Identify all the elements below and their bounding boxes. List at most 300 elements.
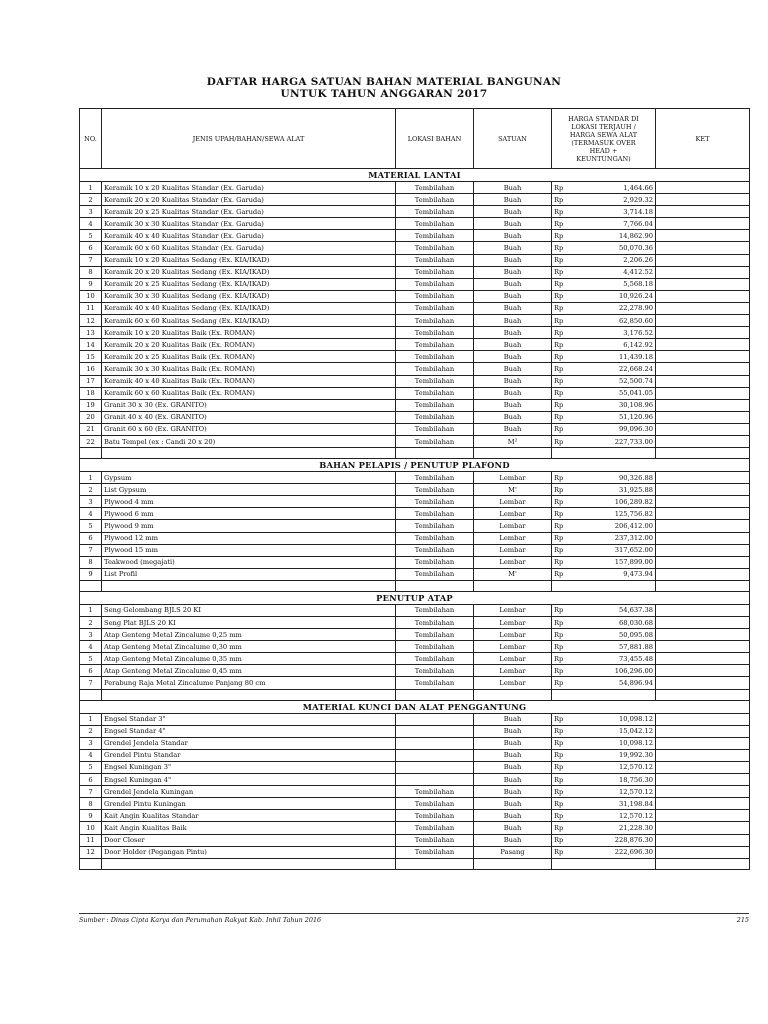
- row-number: 2: [80, 617, 102, 629]
- spacer-cell: [576, 858, 656, 869]
- item-price: 3,714.18: [576, 206, 656, 218]
- footer-source: Sumber : Dinas Cipta Karya dan Perumahan Rakyat Kab. Inhil Tahun 2016: [79, 916, 322, 924]
- currency-label: Rp: [552, 302, 576, 314]
- table-row: [80, 737, 750, 749]
- item-name: Granit 30 x 30 (Ex. GRANITO): [102, 399, 396, 411]
- table-row: [80, 629, 750, 641]
- item-location: Tembilahan: [396, 556, 474, 568]
- currency-label: Rp: [552, 749, 576, 761]
- table-row: [80, 774, 750, 786]
- table-row: [80, 786, 750, 798]
- item-price: 9,473.94: [576, 568, 656, 580]
- table-row: [80, 206, 750, 218]
- item-unit: Pasang: [474, 846, 552, 858]
- item-unit: Lembar: [474, 496, 552, 508]
- document-subtitle: UNTUK TAHUN ANGGARAN 2017: [280, 88, 488, 100]
- item-note: [656, 484, 750, 496]
- table-row: [80, 604, 750, 616]
- table-row: [80, 435, 750, 447]
- item-unit: Buah: [474, 278, 552, 290]
- table-row: [80, 194, 750, 206]
- item-name: Keramik 10 x 20 Kualitas Sedang (Ex. KIA/IKAD): [102, 254, 396, 266]
- item-unit: Lembar: [474, 677, 552, 689]
- item-unit: Buah: [474, 315, 552, 327]
- item-unit: Lembar: [474, 604, 552, 616]
- item-location: Tembilahan: [396, 206, 474, 218]
- item-unit: Buah: [474, 302, 552, 314]
- item-unit: Buah: [474, 387, 552, 399]
- item-unit: Buah: [474, 339, 552, 351]
- currency-label: Rp: [552, 218, 576, 230]
- spacer-cell: [552, 858, 576, 869]
- item-unit: Lembar: [474, 629, 552, 641]
- item-price: 55,041.05: [576, 387, 656, 399]
- item-note: [656, 617, 750, 629]
- item-name: Engsel Kuningan 4": [102, 774, 396, 786]
- item-unit: Lembar: [474, 544, 552, 556]
- item-location: Tembilahan: [396, 315, 474, 327]
- item-name: Atap Genteng Metal Zincalume 0,25 mm: [102, 629, 396, 641]
- row-number: 1: [80, 713, 102, 725]
- table-row: [80, 399, 750, 411]
- table-row: [80, 617, 750, 629]
- item-location: [396, 725, 474, 737]
- spacer-cell: [80, 858, 102, 869]
- currency-label: Rp: [552, 653, 576, 665]
- spacer-cell: [474, 858, 552, 869]
- row-number: 22: [80, 435, 102, 447]
- row-number: 4: [80, 218, 102, 230]
- header-lokasi: LOKASI BAHAN: [396, 109, 474, 169]
- item-price: 54,637.38: [576, 604, 656, 616]
- row-number: 7: [80, 677, 102, 689]
- item-location: Tembilahan: [396, 182, 474, 194]
- table-row: [80, 339, 750, 351]
- item-location: [396, 749, 474, 761]
- item-note: [656, 302, 750, 314]
- item-price: 222,696.30: [576, 846, 656, 858]
- item-name: Granit 60 x 60 (Ex. GRANITO): [102, 423, 396, 435]
- item-note: [656, 472, 750, 484]
- item-name: Engsel Kuningan 3": [102, 761, 396, 773]
- item-price: 54,896.94: [576, 677, 656, 689]
- currency-label: Rp: [552, 617, 576, 629]
- spacer-cell: [102, 858, 396, 869]
- row-number: 2: [80, 194, 102, 206]
- currency-label: Rp: [552, 761, 576, 773]
- item-location: Tembilahan: [396, 641, 474, 653]
- currency-label: Rp: [552, 629, 576, 641]
- header-no: NO.: [80, 109, 102, 169]
- item-note: [656, 641, 750, 653]
- item-note: [656, 363, 750, 375]
- currency-label: Rp: [552, 737, 576, 749]
- item-name: Keramik 30 x 30 Kualitas Sedang (Ex. KIA/IKAD): [102, 290, 396, 302]
- row-number: 20: [80, 411, 102, 423]
- item-location: Tembilahan: [396, 194, 474, 206]
- item-note: [656, 665, 750, 677]
- item-location: Tembilahan: [396, 266, 474, 278]
- currency-label: Rp: [552, 798, 576, 810]
- currency-label: Rp: [552, 834, 576, 846]
- table-row: [80, 544, 750, 556]
- spacer-cell: [576, 448, 656, 459]
- item-price: 1,464.66: [576, 182, 656, 194]
- item-location: Tembilahan: [396, 472, 474, 484]
- item-note: [656, 315, 750, 327]
- item-name: Keramik 60 x 60 Kualitas Baik (Ex. ROMAN): [102, 387, 396, 399]
- item-name: Plywood 12 mm: [102, 532, 396, 544]
- currency-label: Rp: [552, 242, 576, 254]
- row-number: 18: [80, 387, 102, 399]
- item-location: Tembilahan: [396, 339, 474, 351]
- spacer-row: [80, 689, 750, 700]
- item-price: 12,570.12: [576, 810, 656, 822]
- item-location: [396, 737, 474, 749]
- item-price: 2,206.26: [576, 254, 656, 266]
- table-row: [80, 351, 750, 363]
- item-location: Tembilahan: [396, 617, 474, 629]
- item-unit: Lembar: [474, 556, 552, 568]
- item-name: Plywood 9 mm: [102, 520, 396, 532]
- currency-label: Rp: [552, 375, 576, 387]
- currency-label: Rp: [552, 786, 576, 798]
- item-note: [656, 737, 750, 749]
- table-row: [80, 641, 750, 653]
- section-header-row: [80, 700, 750, 713]
- row-number: 5: [80, 761, 102, 773]
- item-name: Perabung Raja Metal Zincalume Panjang 80 cm: [102, 677, 396, 689]
- table-row: [80, 556, 750, 568]
- item-note: [656, 435, 750, 447]
- item-name: Engsel Standar 4": [102, 725, 396, 737]
- spacer-row: [80, 448, 750, 459]
- item-unit: Buah: [474, 737, 552, 749]
- item-location: Tembilahan: [396, 520, 474, 532]
- currency-label: Rp: [552, 423, 576, 435]
- item-unit: Lembar: [474, 508, 552, 520]
- item-location: Tembilahan: [396, 798, 474, 810]
- spacer-row: [80, 858, 750, 869]
- item-location: Tembilahan: [396, 834, 474, 846]
- table-row: [80, 218, 750, 230]
- item-name: Keramik 40 x 40 Kualitas Baik (Ex. ROMAN): [102, 375, 396, 387]
- item-note: [656, 351, 750, 363]
- item-name: List Gypsum: [102, 484, 396, 496]
- currency-label: Rp: [552, 556, 576, 568]
- table-row: [80, 278, 750, 290]
- row-number: 6: [80, 665, 102, 677]
- item-location: Tembilahan: [396, 653, 474, 665]
- item-unit: Buah: [474, 351, 552, 363]
- page-number: 215: [736, 916, 749, 924]
- section-title: MATERIAL KUNCI DAN ALAT PENGGANTUNG: [80, 700, 750, 713]
- spacer-cell: [474, 448, 552, 459]
- row-number: 12: [80, 846, 102, 858]
- footer-divider: [79, 913, 749, 914]
- row-number: 13: [80, 327, 102, 339]
- item-name: Keramik 30 x 30 Kualitas Baik (Ex. ROMAN): [102, 363, 396, 375]
- item-name: Teakwood (megajati): [102, 556, 396, 568]
- item-price: 62,850.60: [576, 315, 656, 327]
- item-price: 227,733.00: [576, 435, 656, 447]
- item-location: Tembilahan: [396, 363, 474, 375]
- currency-label: Rp: [552, 665, 576, 677]
- item-name: Keramik 10 x 20 Kualitas Baik (Ex. ROMAN): [102, 327, 396, 339]
- item-price: 10,926.24: [576, 290, 656, 302]
- item-unit: Buah: [474, 290, 552, 302]
- item-name: Plywood 6 mm: [102, 508, 396, 520]
- item-price: 12,570.12: [576, 786, 656, 798]
- table-row: [80, 363, 750, 375]
- row-number: 9: [80, 810, 102, 822]
- item-unit: Buah: [474, 230, 552, 242]
- row-number: 16: [80, 363, 102, 375]
- item-price: 106,296.00: [576, 665, 656, 677]
- spacer-cell: [552, 580, 576, 591]
- item-location: Tembilahan: [396, 327, 474, 339]
- item-price: 52,500.74: [576, 375, 656, 387]
- item-location: Tembilahan: [396, 278, 474, 290]
- item-location: [396, 713, 474, 725]
- item-price: 30,108.96: [576, 399, 656, 411]
- section-header-row: [80, 459, 750, 472]
- table-row: [80, 266, 750, 278]
- row-number: 14: [80, 339, 102, 351]
- table-row: [80, 290, 750, 302]
- item-note: [656, 568, 750, 580]
- currency-label: Rp: [552, 315, 576, 327]
- row-number: 5: [80, 520, 102, 532]
- spacer-row: [80, 580, 750, 591]
- item-note: [656, 387, 750, 399]
- row-number: 6: [80, 242, 102, 254]
- row-number: 7: [80, 786, 102, 798]
- row-number: 12: [80, 315, 102, 327]
- spacer-cell: [656, 858, 750, 869]
- item-unit: Lembar: [474, 665, 552, 677]
- row-number: 1: [80, 182, 102, 194]
- item-unit: Buah: [474, 810, 552, 822]
- currency-label: Rp: [552, 484, 576, 496]
- item-price: 228,876.30: [576, 834, 656, 846]
- table-row: [80, 846, 750, 858]
- item-note: [656, 242, 750, 254]
- spacer-cell: [396, 689, 474, 700]
- item-unit: Lembar: [474, 617, 552, 629]
- item-location: Tembilahan: [396, 218, 474, 230]
- table-row: [80, 520, 750, 532]
- table-row: [80, 242, 750, 254]
- item-price: 157,899.00: [576, 556, 656, 568]
- item-location: Tembilahan: [396, 387, 474, 399]
- currency-label: Rp: [552, 810, 576, 822]
- currency-label: Rp: [552, 472, 576, 484]
- item-name: Keramik 20 x 20 Kualitas Standar (Ex. Garuda): [102, 194, 396, 206]
- item-name: Grendel Jendela Standar: [102, 737, 396, 749]
- currency-label: Rp: [552, 713, 576, 725]
- item-name: Atap Genteng Metal Zincalume 0,30 mm: [102, 641, 396, 653]
- row-number: 7: [80, 544, 102, 556]
- currency-label: Rp: [552, 532, 576, 544]
- item-name: Plywood 15 mm: [102, 544, 396, 556]
- item-unit: M': [474, 568, 552, 580]
- table-row: [80, 375, 750, 387]
- table-row: [80, 387, 750, 399]
- row-number: 7: [80, 254, 102, 266]
- section-title: MATERIAL LANTAI: [80, 169, 750, 182]
- item-note: [656, 278, 750, 290]
- item-unit: Buah: [474, 399, 552, 411]
- spacer-cell: [576, 689, 656, 700]
- section-header-row: [80, 591, 750, 604]
- table-row: [80, 423, 750, 435]
- item-note: [656, 339, 750, 351]
- row-number: 9: [80, 568, 102, 580]
- table-row: [80, 568, 750, 580]
- item-price: 22,278.90: [576, 302, 656, 314]
- item-location: Tembilahan: [396, 544, 474, 556]
- row-number: 11: [80, 834, 102, 846]
- item-price: 31,925.88: [576, 484, 656, 496]
- item-name: Grendel Pintu Standar: [102, 749, 396, 761]
- item-location: Tembilahan: [396, 496, 474, 508]
- row-number: 3: [80, 737, 102, 749]
- item-price: 10,098.12: [576, 737, 656, 749]
- table-row: [80, 810, 750, 822]
- item-unit: Lembar: [474, 520, 552, 532]
- item-unit: Buah: [474, 375, 552, 387]
- row-number: 6: [80, 774, 102, 786]
- item-unit: M': [474, 484, 552, 496]
- item-unit: Buah: [474, 834, 552, 846]
- item-name: Keramik 60 x 60 Kualitas Standar (Ex. Garuda): [102, 242, 396, 254]
- item-location: Tembilahan: [396, 302, 474, 314]
- section-title: PENUTUP ATAP: [80, 591, 750, 604]
- item-note: [656, 532, 750, 544]
- row-number: 10: [80, 822, 102, 834]
- item-note: [656, 786, 750, 798]
- item-name: Keramik 20 x 25 Kualitas Standar (Ex. Garuda): [102, 206, 396, 218]
- header-jenis: JENIS UPAH/BAHAN/SEWA ALAT: [102, 109, 396, 169]
- item-location: Tembilahan: [396, 508, 474, 520]
- currency-label: Rp: [552, 496, 576, 508]
- item-note: [656, 266, 750, 278]
- item-note: [656, 834, 750, 846]
- item-price: 22,668.24: [576, 363, 656, 375]
- item-note: [656, 496, 750, 508]
- table-row: [80, 653, 750, 665]
- item-price: 4,412.52: [576, 266, 656, 278]
- item-name: Batu Tempel (ex : Candi 20 x 20): [102, 435, 396, 447]
- row-number: 8: [80, 556, 102, 568]
- table-row: [80, 327, 750, 339]
- row-number: 1: [80, 604, 102, 616]
- item-price: 206,412.00: [576, 520, 656, 532]
- item-unit: Buah: [474, 411, 552, 423]
- item-name: Atap Genteng Metal Zincalume 0,35 mm: [102, 653, 396, 665]
- item-location: Tembilahan: [396, 399, 474, 411]
- item-name: Seng Gelombang BJLS 20 KI: [102, 604, 396, 616]
- item-location: Tembilahan: [396, 435, 474, 447]
- table-row: [80, 411, 750, 423]
- currency-label: Rp: [552, 677, 576, 689]
- currency-label: Rp: [552, 339, 576, 351]
- spacer-cell: [80, 448, 102, 459]
- item-note: [656, 798, 750, 810]
- item-price: 5,568.18: [576, 278, 656, 290]
- table-row: [80, 834, 750, 846]
- item-name: Plywood 4 mm: [102, 496, 396, 508]
- item-name: Keramik 20 x 20 Kualitas Sedang (Ex. KIA/IKAD): [102, 266, 396, 278]
- currency-label: Rp: [552, 520, 576, 532]
- item-unit: Buah: [474, 798, 552, 810]
- currency-label: Rp: [552, 266, 576, 278]
- spacer-cell: [656, 689, 750, 700]
- table-row: [80, 798, 750, 810]
- spacer-cell: [80, 689, 102, 700]
- table-row: [80, 532, 750, 544]
- spacer-cell: [80, 580, 102, 591]
- item-unit: Lembar: [474, 641, 552, 653]
- table-row: [80, 508, 750, 520]
- table-row: [80, 713, 750, 725]
- table-header-row: [80, 109, 750, 169]
- spacer-cell: [656, 580, 750, 591]
- item-unit: Buah: [474, 266, 552, 278]
- item-location: Tembilahan: [396, 242, 474, 254]
- currency-label: Rp: [552, 822, 576, 834]
- item-name: Seng Plat BJLS 20 KI: [102, 617, 396, 629]
- item-name: Granit 40 x 40 (Ex. GRANITO): [102, 411, 396, 423]
- spacer-cell: [396, 858, 474, 869]
- currency-label: Rp: [552, 544, 576, 556]
- item-note: [656, 206, 750, 218]
- item-location: Tembilahan: [396, 351, 474, 363]
- item-note: [656, 677, 750, 689]
- item-location: Tembilahan: [396, 846, 474, 858]
- item-note: [656, 290, 750, 302]
- item-unit: Buah: [474, 218, 552, 230]
- item-price: 68,030.68: [576, 617, 656, 629]
- row-number: 17: [80, 375, 102, 387]
- item-note: [656, 822, 750, 834]
- currency-label: Rp: [552, 206, 576, 218]
- row-number: 11: [80, 302, 102, 314]
- item-note: [656, 520, 750, 532]
- table-row: [80, 496, 750, 508]
- item-price: 125,756.82: [576, 508, 656, 520]
- currency-label: Rp: [552, 774, 576, 786]
- table-row: [80, 677, 750, 689]
- item-name: Door Closer: [102, 834, 396, 846]
- item-name: Keramik 20 x 20 Kualitas Baik (Ex. ROMAN): [102, 339, 396, 351]
- currency-label: Rp: [552, 508, 576, 520]
- table-row: [80, 230, 750, 242]
- currency-label: Rp: [552, 278, 576, 290]
- item-price: 31,198.84: [576, 798, 656, 810]
- row-number: 4: [80, 749, 102, 761]
- item-price: 15,042.12: [576, 725, 656, 737]
- row-number: 5: [80, 230, 102, 242]
- spacer-cell: [396, 580, 474, 591]
- item-note: [656, 713, 750, 725]
- item-name: Grendel Pintu Kuningan: [102, 798, 396, 810]
- spacer-cell: [474, 580, 552, 591]
- item-unit: Lembar: [474, 653, 552, 665]
- item-unit: Buah: [474, 749, 552, 761]
- item-name: Door Holder (Pegangan Pintu): [102, 846, 396, 858]
